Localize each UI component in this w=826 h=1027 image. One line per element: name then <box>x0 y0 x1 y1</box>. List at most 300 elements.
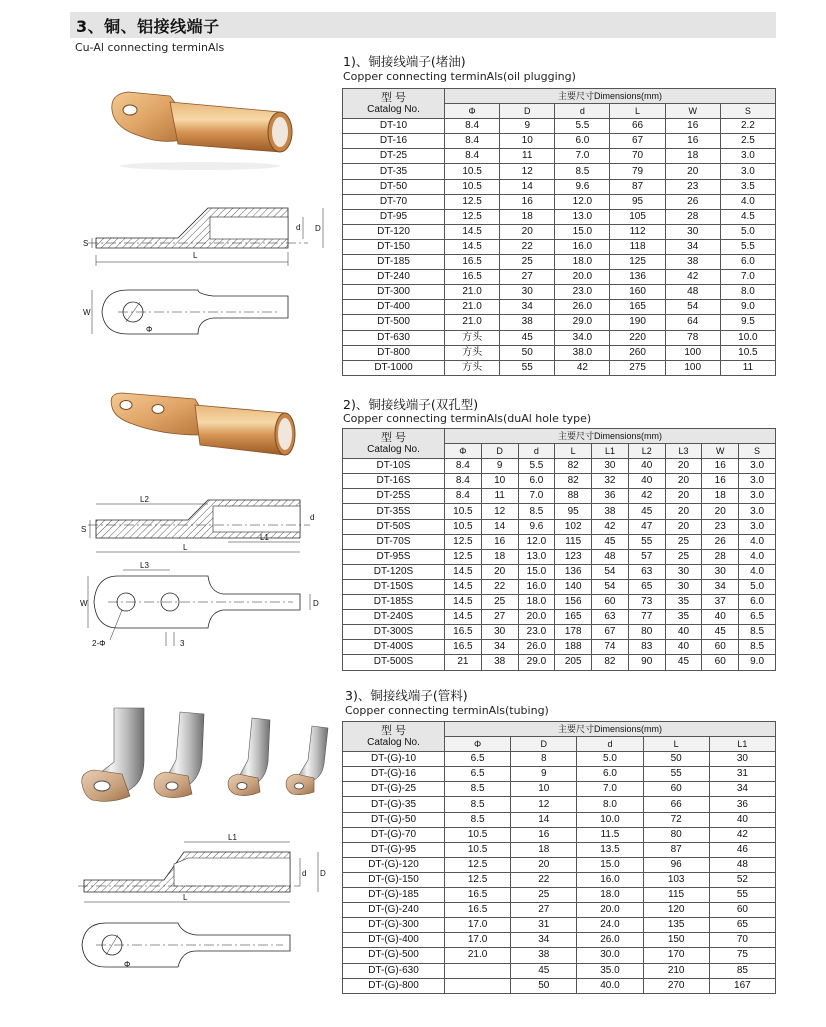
table-row <box>343 459 776 474</box>
value-cell: 26 <box>702 534 739 549</box>
value-cell: 20 <box>665 474 702 489</box>
value-cell: 42 <box>665 270 720 285</box>
value-cell: 140 <box>555 579 592 594</box>
value-cell: 210 <box>643 963 709 978</box>
value-cell: 29.0 <box>518 655 555 670</box>
value-cell: 14.5 <box>445 610 482 625</box>
tubing-lugs-photo <box>72 700 342 810</box>
value-cell: 14 <box>511 812 577 827</box>
dim-label-L: L <box>183 543 188 552</box>
table-row <box>343 963 776 978</box>
value-cell: 8.5 <box>739 625 776 640</box>
table-row <box>343 888 776 903</box>
value-cell: 13.0 <box>555 209 610 224</box>
value-cell: 6.0 <box>739 595 776 610</box>
value-cell: 55 <box>709 888 775 903</box>
value-cell: 22 <box>481 579 518 594</box>
value-cell: 31 <box>709 767 775 782</box>
value-cell: 16 <box>702 459 739 474</box>
value-cell: 67 <box>592 625 629 640</box>
value-cell: 10 <box>511 782 577 797</box>
value-cell: 95 <box>610 194 665 209</box>
catalog-cell: DT-800 <box>343 345 445 360</box>
value-cell: 16.5 <box>445 270 500 285</box>
column-header: L1 <box>592 444 629 459</box>
catalog-header-en: Catalog No. <box>367 103 420 115</box>
lug-side-drawing <box>78 200 338 270</box>
table-row <box>343 655 776 670</box>
value-cell: 46 <box>709 842 775 857</box>
value-cell: 20 <box>665 489 702 504</box>
value-cell: 30 <box>665 224 720 239</box>
catalog-header-en: Catalog No. <box>367 443 420 455</box>
value-cell: 4.0 <box>739 534 776 549</box>
table-row <box>343 752 776 767</box>
value-cell: 60 <box>702 640 739 655</box>
value-cell: 87 <box>643 842 709 857</box>
table-row <box>343 270 776 285</box>
value-cell: 150 <box>643 933 709 948</box>
value-cell: 188 <box>555 640 592 655</box>
section-3-title: 3)、铜接线端子(管料) <box>345 688 468 703</box>
table-row <box>343 489 776 504</box>
value-cell: 40 <box>665 640 702 655</box>
table-row <box>343 119 776 134</box>
value-cell: 75 <box>709 948 775 963</box>
value-cell: 20.0 <box>518 610 555 625</box>
value-cell: 14 <box>481 519 518 534</box>
value-cell: 12 <box>511 797 577 812</box>
catalog-cell: DT-(G)-240 <box>343 903 445 918</box>
value-cell: 6.5 <box>445 767 511 782</box>
value-cell: 12.0 <box>518 534 555 549</box>
value-cell: 40 <box>702 610 739 625</box>
page-subtitle: Cu-Al connecting terminAls <box>75 41 225 54</box>
catalog-cell: DT-50 <box>343 179 445 194</box>
value-cell: 11 <box>481 489 518 504</box>
catalog-cell: DT-400 <box>343 300 445 315</box>
column-header: D <box>500 104 555 119</box>
value-cell: 20.0 <box>555 270 610 285</box>
value-cell: 90 <box>628 655 665 670</box>
dual-hole-side-drawing <box>78 490 328 560</box>
value-cell: 79 <box>610 164 665 179</box>
catalog-cell: DT-(G)-630 <box>343 963 445 978</box>
value-cell <box>445 978 511 993</box>
value-cell: 205 <box>555 655 592 670</box>
dim-label-d: d <box>310 513 315 522</box>
catalog-cell: DT-(G)-150 <box>343 872 445 887</box>
catalog-cell: DT-(G)-400 <box>343 933 445 948</box>
value-cell: 16.0 <box>518 579 555 594</box>
value-cell: 12.5 <box>445 534 482 549</box>
catalog-cell: DT-16 <box>343 134 445 149</box>
value-cell: 72 <box>643 812 709 827</box>
value-cell: 60 <box>702 655 739 670</box>
catalog-cell: DT-95 <box>343 209 445 224</box>
catalog-cell: DT-500 <box>343 315 445 330</box>
value-cell: 20 <box>665 459 702 474</box>
value-cell: 8.5 <box>445 797 511 812</box>
value-cell: 20 <box>481 564 518 579</box>
value-cell: 29.0 <box>555 315 610 330</box>
value-cell: 26 <box>665 194 720 209</box>
table-row <box>343 564 776 579</box>
table-row <box>343 209 776 224</box>
value-cell: 17.0 <box>445 933 511 948</box>
value-cell: 18.0 <box>577 888 643 903</box>
catalog-cell: DT-185S <box>343 595 445 610</box>
value-cell: 10.0 <box>577 812 643 827</box>
column-header: d <box>555 104 610 119</box>
table-row <box>343 224 776 239</box>
value-cell: 16.5 <box>445 640 482 655</box>
value-cell: 方头 <box>445 345 500 360</box>
value-cell: 3.0 <box>720 164 775 179</box>
dual-hole-lug-photo <box>100 385 300 470</box>
table-row <box>343 595 776 610</box>
value-cell: 10.5 <box>445 827 511 842</box>
catalog-header-cn: 型 号 <box>380 91 407 104</box>
catalog-cell: DT-(G)-300 <box>343 918 445 933</box>
value-cell: 14.5 <box>445 579 482 594</box>
value-cell: 6.0 <box>518 474 555 489</box>
table-row <box>343 330 776 345</box>
value-cell: 3.0 <box>720 149 775 164</box>
value-cell: 42 <box>555 360 610 375</box>
value-cell: 16 <box>481 534 518 549</box>
value-cell: 100 <box>665 345 720 360</box>
value-cell: 18.0 <box>555 255 610 270</box>
value-cell: 7.0 <box>720 270 775 285</box>
value-cell: 136 <box>555 564 592 579</box>
value-cell: 8.4 <box>445 149 500 164</box>
table-row <box>343 812 776 827</box>
value-cell: 30 <box>592 459 629 474</box>
value-cell: 36 <box>592 489 629 504</box>
column-header: Φ <box>445 737 511 752</box>
value-cell: 55 <box>500 360 555 375</box>
table-row <box>343 857 776 872</box>
value-cell: 123 <box>555 549 592 564</box>
value-cell: 18 <box>702 489 739 504</box>
value-cell: 60 <box>592 595 629 610</box>
value-cell: 65 <box>628 579 665 594</box>
catalog-cell: DT-300 <box>343 285 445 300</box>
value-cell: 82 <box>555 474 592 489</box>
column-header: D <box>481 444 518 459</box>
catalog-header-en: Catalog No. <box>367 736 420 748</box>
value-cell: 30 <box>702 564 739 579</box>
catalog-cell: DT-240 <box>343 270 445 285</box>
value-cell: 13.0 <box>518 549 555 564</box>
catalog-cell: DT-16S <box>343 474 445 489</box>
value-cell: 16.5 <box>445 903 511 918</box>
value-cell: 10 <box>481 474 518 489</box>
value-cell: 10 <box>500 134 555 149</box>
value-cell: 63 <box>628 564 665 579</box>
catalog-cell: DT-25 <box>343 149 445 164</box>
value-cell: 8.0 <box>577 797 643 812</box>
column-header: Φ <box>445 104 500 119</box>
value-cell: 16 <box>500 194 555 209</box>
value-cell: 156 <box>555 595 592 610</box>
value-cell: 40 <box>665 625 702 640</box>
value-cell: 18 <box>511 842 577 857</box>
value-cell: 30.0 <box>577 948 643 963</box>
value-cell: 36 <box>709 797 775 812</box>
value-cell: 14 <box>500 179 555 194</box>
catalog-cell: DT-(G)-10 <box>343 752 445 767</box>
dim-label-W: W <box>83 308 91 317</box>
table-row <box>343 827 776 842</box>
value-cell: 34 <box>481 640 518 655</box>
table-row <box>343 842 776 857</box>
value-cell: 9.6 <box>518 519 555 534</box>
value-cell: 2.2 <box>720 119 775 134</box>
table-row <box>343 149 776 164</box>
value-cell: 16.0 <box>577 872 643 887</box>
value-cell: 17.0 <box>445 918 511 933</box>
value-cell: 11 <box>500 149 555 164</box>
column-header: L <box>555 444 592 459</box>
tubing-top-drawing <box>78 915 318 975</box>
value-cell: 6.0 <box>577 767 643 782</box>
value-cell: 20 <box>665 519 702 534</box>
dimensions-header: 主要尺寸Dimensions(mm) <box>445 722 776 737</box>
value-cell: 54 <box>592 564 629 579</box>
value-cell: 16 <box>665 134 720 149</box>
value-cell: 45 <box>665 655 702 670</box>
value-cell: 105 <box>610 209 665 224</box>
value-cell: 160 <box>610 285 665 300</box>
value-cell: 15.0 <box>518 564 555 579</box>
value-cell: 50 <box>643 752 709 767</box>
value-cell: 10.5 <box>445 842 511 857</box>
value-cell: 14.5 <box>445 595 482 610</box>
value-cell: 9.6 <box>555 179 610 194</box>
table-row <box>343 903 776 918</box>
value-cell: 30 <box>500 285 555 300</box>
value-cell: 38.0 <box>555 345 610 360</box>
catalog-cell: DT-500S <box>343 655 445 670</box>
value-cell: 38 <box>511 948 577 963</box>
value-cell: 6.5 <box>445 752 511 767</box>
value-cell: 52 <box>709 872 775 887</box>
value-cell: 38 <box>592 504 629 519</box>
value-cell: 8.0 <box>720 285 775 300</box>
value-cell: 100 <box>665 360 720 375</box>
value-cell: 118 <box>610 239 665 254</box>
value-cell: 8.4 <box>445 489 482 504</box>
column-header: S <box>739 444 776 459</box>
value-cell: 34 <box>511 933 577 948</box>
catalog-cell: DT-(G)-50 <box>343 812 445 827</box>
value-cell: 4.0 <box>739 549 776 564</box>
value-cell: 10.0 <box>720 330 775 345</box>
value-cell: 103 <box>643 872 709 887</box>
value-cell: 9 <box>500 119 555 134</box>
value-cell: 方头 <box>445 360 500 375</box>
catalog-cell: DT-240S <box>343 610 445 625</box>
value-cell: 38 <box>665 255 720 270</box>
table-row <box>343 504 776 519</box>
value-cell: 270 <box>643 978 709 993</box>
dual-hole-top-drawing <box>78 560 328 650</box>
value-cell: 57 <box>628 549 665 564</box>
table-row <box>343 640 776 655</box>
value-cell: 21.0 <box>445 300 500 315</box>
value-cell: 3.0 <box>739 504 776 519</box>
value-cell: 30 <box>665 579 702 594</box>
catalog-cell: DT-(G)-120 <box>343 857 445 872</box>
value-cell: 15.0 <box>555 224 610 239</box>
value-cell: 38 <box>500 315 555 330</box>
dim-label-D: D <box>313 599 319 608</box>
value-cell: 8.4 <box>445 474 482 489</box>
value-cell: 82 <box>555 459 592 474</box>
value-cell: 77 <box>628 610 665 625</box>
dim-label-phi: Φ <box>146 325 153 334</box>
dim-label-d: d <box>302 869 307 878</box>
value-cell: 25 <box>511 888 577 903</box>
value-cell: 2.5 <box>720 134 775 149</box>
value-cell: 20 <box>511 857 577 872</box>
value-cell: 48 <box>665 285 720 300</box>
table-row <box>343 134 776 149</box>
column-header: D <box>511 737 577 752</box>
value-cell: 9.0 <box>720 300 775 315</box>
value-cell: 12 <box>500 164 555 179</box>
value-cell: 21.0 <box>445 948 511 963</box>
value-cell: 67 <box>610 134 665 149</box>
value-cell: 50 <box>511 978 577 993</box>
value-cell: 10.5 <box>445 179 500 194</box>
value-cell: 178 <box>555 625 592 640</box>
value-cell: 34 <box>500 300 555 315</box>
catalog-header <box>343 89 445 119</box>
value-cell: 26.0 <box>555 300 610 315</box>
value-cell: 10.5 <box>445 504 482 519</box>
catalog-header <box>343 429 445 459</box>
dim-label-D: D <box>320 869 326 878</box>
value-cell: 18 <box>665 149 720 164</box>
value-cell: 96 <box>643 857 709 872</box>
value-cell: 45 <box>628 504 665 519</box>
dim-label-D: D <box>315 224 321 233</box>
value-cell: 125 <box>610 255 665 270</box>
table-row <box>343 285 776 300</box>
value-cell: 25 <box>665 549 702 564</box>
dim-label-2-phi: 2-Φ <box>92 639 106 648</box>
value-cell: 47 <box>628 519 665 534</box>
value-cell: 45 <box>592 534 629 549</box>
value-cell: 21.0 <box>445 285 500 300</box>
value-cell: 21 <box>445 655 482 670</box>
value-cell: 27 <box>481 610 518 625</box>
value-cell: 40 <box>628 459 665 474</box>
value-cell: 12.5 <box>445 209 500 224</box>
table-row <box>343 918 776 933</box>
value-cell: 12.5 <box>445 857 511 872</box>
value-cell: 35 <box>665 610 702 625</box>
catalog-cell: DT-(G)-16 <box>343 767 445 782</box>
value-cell: 7.0 <box>518 489 555 504</box>
value-cell: 42 <box>592 519 629 534</box>
dim-label-3: 3 <box>180 639 185 648</box>
table-dual-hole <box>342 428 776 671</box>
value-cell: 40 <box>628 474 665 489</box>
value-cell: 42 <box>709 827 775 842</box>
value-cell: 4.0 <box>739 564 776 579</box>
section-3-subtitle: Copper connecting terminAls(tubing) <box>345 704 549 717</box>
value-cell: 9.5 <box>720 315 775 330</box>
column-header: L <box>610 104 665 119</box>
column-header: d <box>518 444 555 459</box>
value-cell: 16 <box>511 827 577 842</box>
value-cell: 50 <box>500 345 555 360</box>
table-row <box>343 534 776 549</box>
table-row <box>343 767 776 782</box>
value-cell: 260 <box>610 345 665 360</box>
value-cell: 16 <box>665 119 720 134</box>
value-cell: 80 <box>643 827 709 842</box>
value-cell: 88 <box>555 489 592 504</box>
dim-label-phi: Φ <box>124 960 131 969</box>
value-cell: 45 <box>511 963 577 978</box>
value-cell: 11.5 <box>577 827 643 842</box>
value-cell: 25 <box>500 255 555 270</box>
value-cell: 45 <box>702 625 739 640</box>
catalog-cell: DT-120 <box>343 224 445 239</box>
value-cell: 8 <box>511 752 577 767</box>
column-header: L <box>643 737 709 752</box>
value-cell: 73 <box>628 595 665 610</box>
value-cell: 22 <box>500 239 555 254</box>
section-2-title: 2)、铜接线端子(双孔型) <box>343 397 479 412</box>
value-cell: 23.0 <box>555 285 610 300</box>
table-row <box>343 519 776 534</box>
value-cell: 12.5 <box>445 549 482 564</box>
value-cell: 80 <box>628 625 665 640</box>
value-cell: 275 <box>610 360 665 375</box>
value-cell: 87 <box>610 179 665 194</box>
table-row <box>343 948 776 963</box>
value-cell: 31 <box>511 918 577 933</box>
value-cell: 10.5 <box>720 345 775 360</box>
value-cell: 74 <box>592 640 629 655</box>
value-cell: 167 <box>709 978 775 993</box>
value-cell: 37 <box>702 595 739 610</box>
table-header-row <box>343 722 776 737</box>
value-cell: 54 <box>665 300 720 315</box>
value-cell: 15.0 <box>577 857 643 872</box>
table-row <box>343 300 776 315</box>
table-row <box>343 164 776 179</box>
table-row <box>343 872 776 887</box>
value-cell: 8.4 <box>445 134 500 149</box>
table-row <box>343 797 776 812</box>
dim-label-S: S <box>81 525 87 534</box>
value-cell: 54 <box>592 579 629 594</box>
value-cell: 12 <box>481 504 518 519</box>
value-cell: 18 <box>481 549 518 564</box>
table-row <box>343 610 776 625</box>
column-header: L2 <box>628 444 665 459</box>
value-cell: 3.0 <box>739 474 776 489</box>
value-cell: 30 <box>665 564 702 579</box>
value-cell: 5.5 <box>720 239 775 254</box>
